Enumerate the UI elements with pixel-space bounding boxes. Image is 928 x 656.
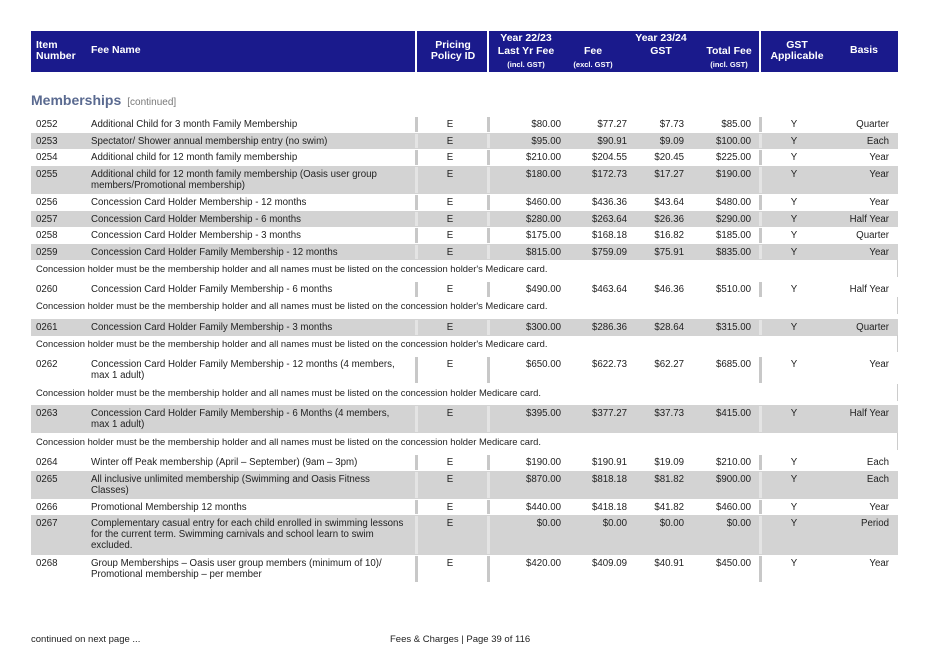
cell-policy: E [446, 119, 454, 130]
cell-total: $190.00 [715, 169, 751, 180]
cell-name: Concession Card Holder Family Membership - 12 months [91, 247, 338, 258]
cell-item: 0254 [36, 152, 58, 163]
cell-app: Y [790, 136, 798, 147]
cell-policy: E [446, 359, 454, 370]
cell-policy: E [446, 152, 454, 163]
cell-name: Concession Card Holder Membership - 3 months [91, 230, 301, 241]
row-note: Concession holder must be the membership holder and all names must be listed on the concession holder's Medicare card. [31, 335, 898, 352]
cell-item: 0257 [36, 214, 58, 225]
row-note: Concession holder must be the membership holder and all names must be listed on the concession holder Medicare card. [31, 384, 898, 401]
cell-last: $180.00 [525, 169, 561, 180]
cell-item: 0265 [36, 474, 58, 485]
cell-name: Complementary casual entry for each child enrolled in swimming lessons for the current term. Swimming carnivals and school learn to swim excluded. [91, 518, 404, 551]
cell-name: Group Memberships – Oasis user group members (minimum of 10)/ Promotional membership – per member [91, 558, 382, 580]
table-row [31, 211, 898, 227]
cell-item: 0252 [36, 119, 58, 130]
cell-total: $415.00 [715, 408, 751, 419]
page-footer: Fees & Charges | Page 39 of 116 [390, 634, 531, 645]
table-header [31, 31, 898, 72]
table-row [31, 244, 898, 260]
cell-gst: $62.27 [654, 359, 684, 370]
cell-total: $835.00 [715, 247, 751, 258]
cell-policy: E [446, 247, 454, 258]
cell-gst: $75.91 [654, 247, 684, 258]
cell-name: All inclusive unlimited membership (Swimming and Oasis Fitness Classes) [91, 474, 370, 496]
cell-last: $175.00 [525, 230, 561, 241]
cell-last: $395.00 [525, 408, 561, 419]
cell-basis: Quarter [856, 230, 889, 241]
cell-total: $900.00 [715, 474, 751, 485]
cell-total: $460.00 [715, 502, 751, 513]
table-row [31, 356, 898, 384]
cell-total: $0.00 [726, 518, 751, 529]
cell-gst: $17.27 [654, 169, 684, 180]
cell-gst: $40.91 [654, 558, 684, 569]
table-row [31, 281, 898, 298]
cell-name: Concession Card Holder Family Membership - 6 Months (4 members, max 1 adult) [91, 408, 390, 430]
table-row [31, 149, 898, 166]
cell-name: Concession Card Holder Membership - 6 months [91, 214, 301, 225]
cell-fee: $168.18 [591, 230, 627, 241]
cell-app: Y [790, 169, 798, 180]
cell-policy: E [446, 284, 454, 295]
table-row [31, 319, 898, 336]
cell-item: 0259 [36, 247, 58, 258]
table-row [31, 555, 898, 583]
cell-item: 0262 [36, 359, 58, 370]
cell-last: $300.00 [525, 322, 561, 333]
cell-policy: E [446, 502, 454, 513]
cell-fee: $77.27 [597, 119, 627, 130]
cell-item: 0264 [36, 457, 58, 468]
cell-last: $815.00 [525, 247, 561, 258]
cell-name: Promotional Membership 12 months [91, 502, 247, 513]
header-fee: Fee [583, 45, 603, 57]
cell-app: Y [790, 408, 798, 419]
cell-gst: $19.09 [654, 457, 684, 468]
cell-fee: $286.36 [591, 322, 627, 333]
cell-item: 0268 [36, 558, 58, 569]
cell-name: Concession Card Holder Family Membership - 3 months [91, 322, 333, 333]
cell-app: Y [790, 457, 798, 468]
cell-fee: $436.36 [591, 197, 627, 208]
header-year-cur: Year 23/24 [635, 32, 687, 44]
cell-policy: E [446, 457, 454, 468]
cell-item: 0256 [36, 197, 58, 208]
table-row [31, 454, 898, 471]
cell-gst: $20.45 [654, 152, 684, 163]
cell-app: Y [790, 558, 798, 569]
cell-app: Y [790, 322, 798, 333]
cell-fee: $0.00 [602, 518, 627, 529]
table-row [31, 194, 898, 211]
header-basis: Basis [849, 44, 879, 56]
header-incl-gst-1: (incl. GST) [507, 60, 545, 69]
cell-basis: Half Year [849, 284, 889, 295]
cell-name: Concession Card Holder Membership - 12 months [91, 197, 307, 208]
table-row [31, 116, 898, 133]
cell-gst: $43.64 [654, 197, 684, 208]
cell-basis: Year [869, 502, 889, 513]
cell-gst: $0.00 [659, 518, 684, 529]
header-pricing-policy: Pricing Policy ID [430, 39, 476, 62]
cell-fee: $818.18 [591, 474, 627, 485]
cell-total: $450.00 [715, 558, 751, 569]
cell-fee: $622.73 [591, 359, 627, 370]
cell-basis: Quarter [856, 322, 889, 333]
cell-total: $210.00 [715, 457, 751, 468]
cell-policy: E [446, 197, 454, 208]
cell-app: Y [790, 502, 798, 513]
cell-total: $185.00 [715, 230, 751, 241]
cell-last: $870.00 [525, 474, 561, 485]
cell-total: $290.00 [715, 214, 751, 225]
cell-basis: Year [869, 197, 889, 208]
continued-note: continued on next page ... [31, 634, 141, 645]
cell-app: Y [790, 474, 798, 485]
cell-name: Additional child for 12 month family membership [91, 152, 298, 163]
cell-app: Y [790, 247, 798, 258]
header-fee-name: Fee Name [91, 44, 141, 56]
cell-item: 0253 [36, 136, 58, 147]
cell-app: Y [790, 284, 798, 295]
cell-total: $510.00 [715, 284, 751, 295]
cell-app: Y [790, 518, 798, 529]
cell-name: Spectator/ Shower annual membership entry (no swim) [91, 136, 328, 147]
cell-item: 0261 [36, 322, 58, 333]
cell-total: $480.00 [715, 197, 751, 208]
cell-last: $280.00 [525, 214, 561, 225]
cell-app: Y [790, 359, 798, 370]
cell-gst: $16.82 [654, 230, 684, 241]
cell-last: $190.00 [525, 457, 561, 468]
header-total-fee: Total Fee [706, 45, 752, 57]
cell-fee: $409.09 [591, 558, 627, 569]
cell-last: $460.00 [525, 197, 561, 208]
cell-basis: Each [866, 136, 889, 147]
cell-basis: Year [869, 359, 889, 370]
cell-last: $490.00 [525, 284, 561, 295]
cell-basis: Period [860, 518, 889, 529]
row-note: Concession holder must be the membership holder and all names must be listed on the concession holder's Medicare card. [31, 297, 898, 314]
cell-total: $315.00 [715, 322, 751, 333]
header-gst: GST [650, 45, 672, 57]
cell-fee: $463.64 [591, 284, 627, 295]
header-gst-applicable: GST Applicable [770, 39, 824, 62]
cell-basis: Quarter [856, 119, 889, 130]
cell-item: 0266 [36, 502, 58, 513]
cell-policy: E [446, 408, 454, 419]
cell-gst: $28.64 [654, 322, 684, 333]
cell-fee: $263.64 [591, 214, 627, 225]
cell-last: $0.00 [536, 518, 561, 529]
cell-app: Y [790, 119, 798, 130]
section-title-text: Memberships [31, 92, 122, 108]
cell-policy: E [446, 136, 454, 147]
cell-policy: E [446, 214, 454, 225]
cell-name: Concession Card Holder Family Membership - 12 months (4 members, max 1 adult) [91, 359, 395, 381]
cell-name: Concession Card Holder Family Membership - 6 months [91, 284, 333, 295]
cell-gst: $26.36 [654, 214, 684, 225]
cell-fee: $418.18 [591, 502, 627, 513]
cell-policy: E [446, 169, 454, 180]
header-last-yr-fee: Last Yr Fee [497, 45, 555, 57]
cell-policy: E [446, 474, 454, 485]
cell-app: Y [790, 230, 798, 241]
cell-fee: $377.27 [591, 408, 627, 419]
cell-total: $685.00 [715, 359, 751, 370]
cell-item: 0258 [36, 230, 58, 241]
cell-policy: E [446, 558, 454, 569]
cell-item: 0267 [36, 518, 58, 529]
table-row [31, 515, 898, 555]
cell-item: 0255 [36, 169, 58, 180]
cell-item: 0260 [36, 284, 58, 295]
table-row [31, 471, 898, 499]
cell-basis: Year [869, 169, 889, 180]
cell-fee: $172.73 [591, 169, 627, 180]
cell-fee: $190.91 [591, 457, 627, 468]
cell-gst: $41.82 [654, 502, 684, 513]
row-note: Concession holder must be the membership holder and all names must be listed on the concession holder Medicare card. [31, 433, 898, 450]
header-item-number: Item Number [36, 39, 76, 62]
section-continued: [continued] [127, 97, 177, 108]
section-title [31, 92, 176, 108]
cell-total: $85.00 [721, 119, 751, 130]
table-row [31, 133, 898, 149]
cell-gst: $7.73 [659, 119, 684, 130]
cell-app: Y [790, 197, 798, 208]
cell-last: $420.00 [525, 558, 561, 569]
table-row [31, 405, 898, 433]
cell-gst: $37.73 [654, 408, 684, 419]
cell-policy: E [446, 322, 454, 333]
table-row [31, 227, 898, 244]
cell-app: Y [790, 214, 798, 225]
cell-basis: Half Year [849, 408, 889, 419]
header-incl-gst-2: (incl. GST) [710, 60, 748, 69]
header-year-prev: Year 22/23 [500, 32, 552, 44]
cell-basis: Each [866, 457, 889, 468]
cell-fee: $204.55 [591, 152, 627, 163]
cell-gst: $46.36 [654, 284, 684, 295]
cell-item: 0263 [36, 408, 58, 419]
cell-fee: $90.91 [597, 136, 627, 147]
cell-name: Additional Child for 3 month Family Membership [91, 119, 298, 130]
cell-last: $95.00 [531, 136, 561, 147]
row-note: Concession holder must be the membership holder and all names must be listed on the concession holder's Medicare card. [31, 260, 898, 277]
cell-basis: Year [869, 247, 889, 258]
cell-basis: Year [869, 558, 889, 569]
cell-name: Winter off Peak membership (April – September) (9am – 3pm) [91, 457, 358, 468]
cell-last: $210.00 [525, 152, 561, 163]
cell-basis: Each [866, 474, 889, 485]
cell-gst: $9.09 [659, 136, 684, 147]
cell-policy: E [446, 230, 454, 241]
cell-last: $440.00 [525, 502, 561, 513]
cell-total: $100.00 [715, 136, 751, 147]
cell-gst: $81.82 [654, 474, 684, 485]
cell-basis: Half Year [849, 214, 889, 225]
cell-name: Additional child for 12 month family membership (Oasis user group members/Promotional membership) [91, 169, 377, 191]
cell-fee: $759.09 [591, 247, 627, 258]
cell-basis: Year [869, 152, 889, 163]
table-row [31, 166, 898, 194]
cell-total: $225.00 [715, 152, 751, 163]
cell-last: $80.00 [531, 119, 561, 130]
table-row [31, 499, 898, 515]
cell-last: $650.00 [525, 359, 561, 370]
cell-app: Y [790, 152, 798, 163]
cell-policy: E [446, 518, 454, 529]
header-excl-gst: (excl. GST) [573, 60, 613, 69]
